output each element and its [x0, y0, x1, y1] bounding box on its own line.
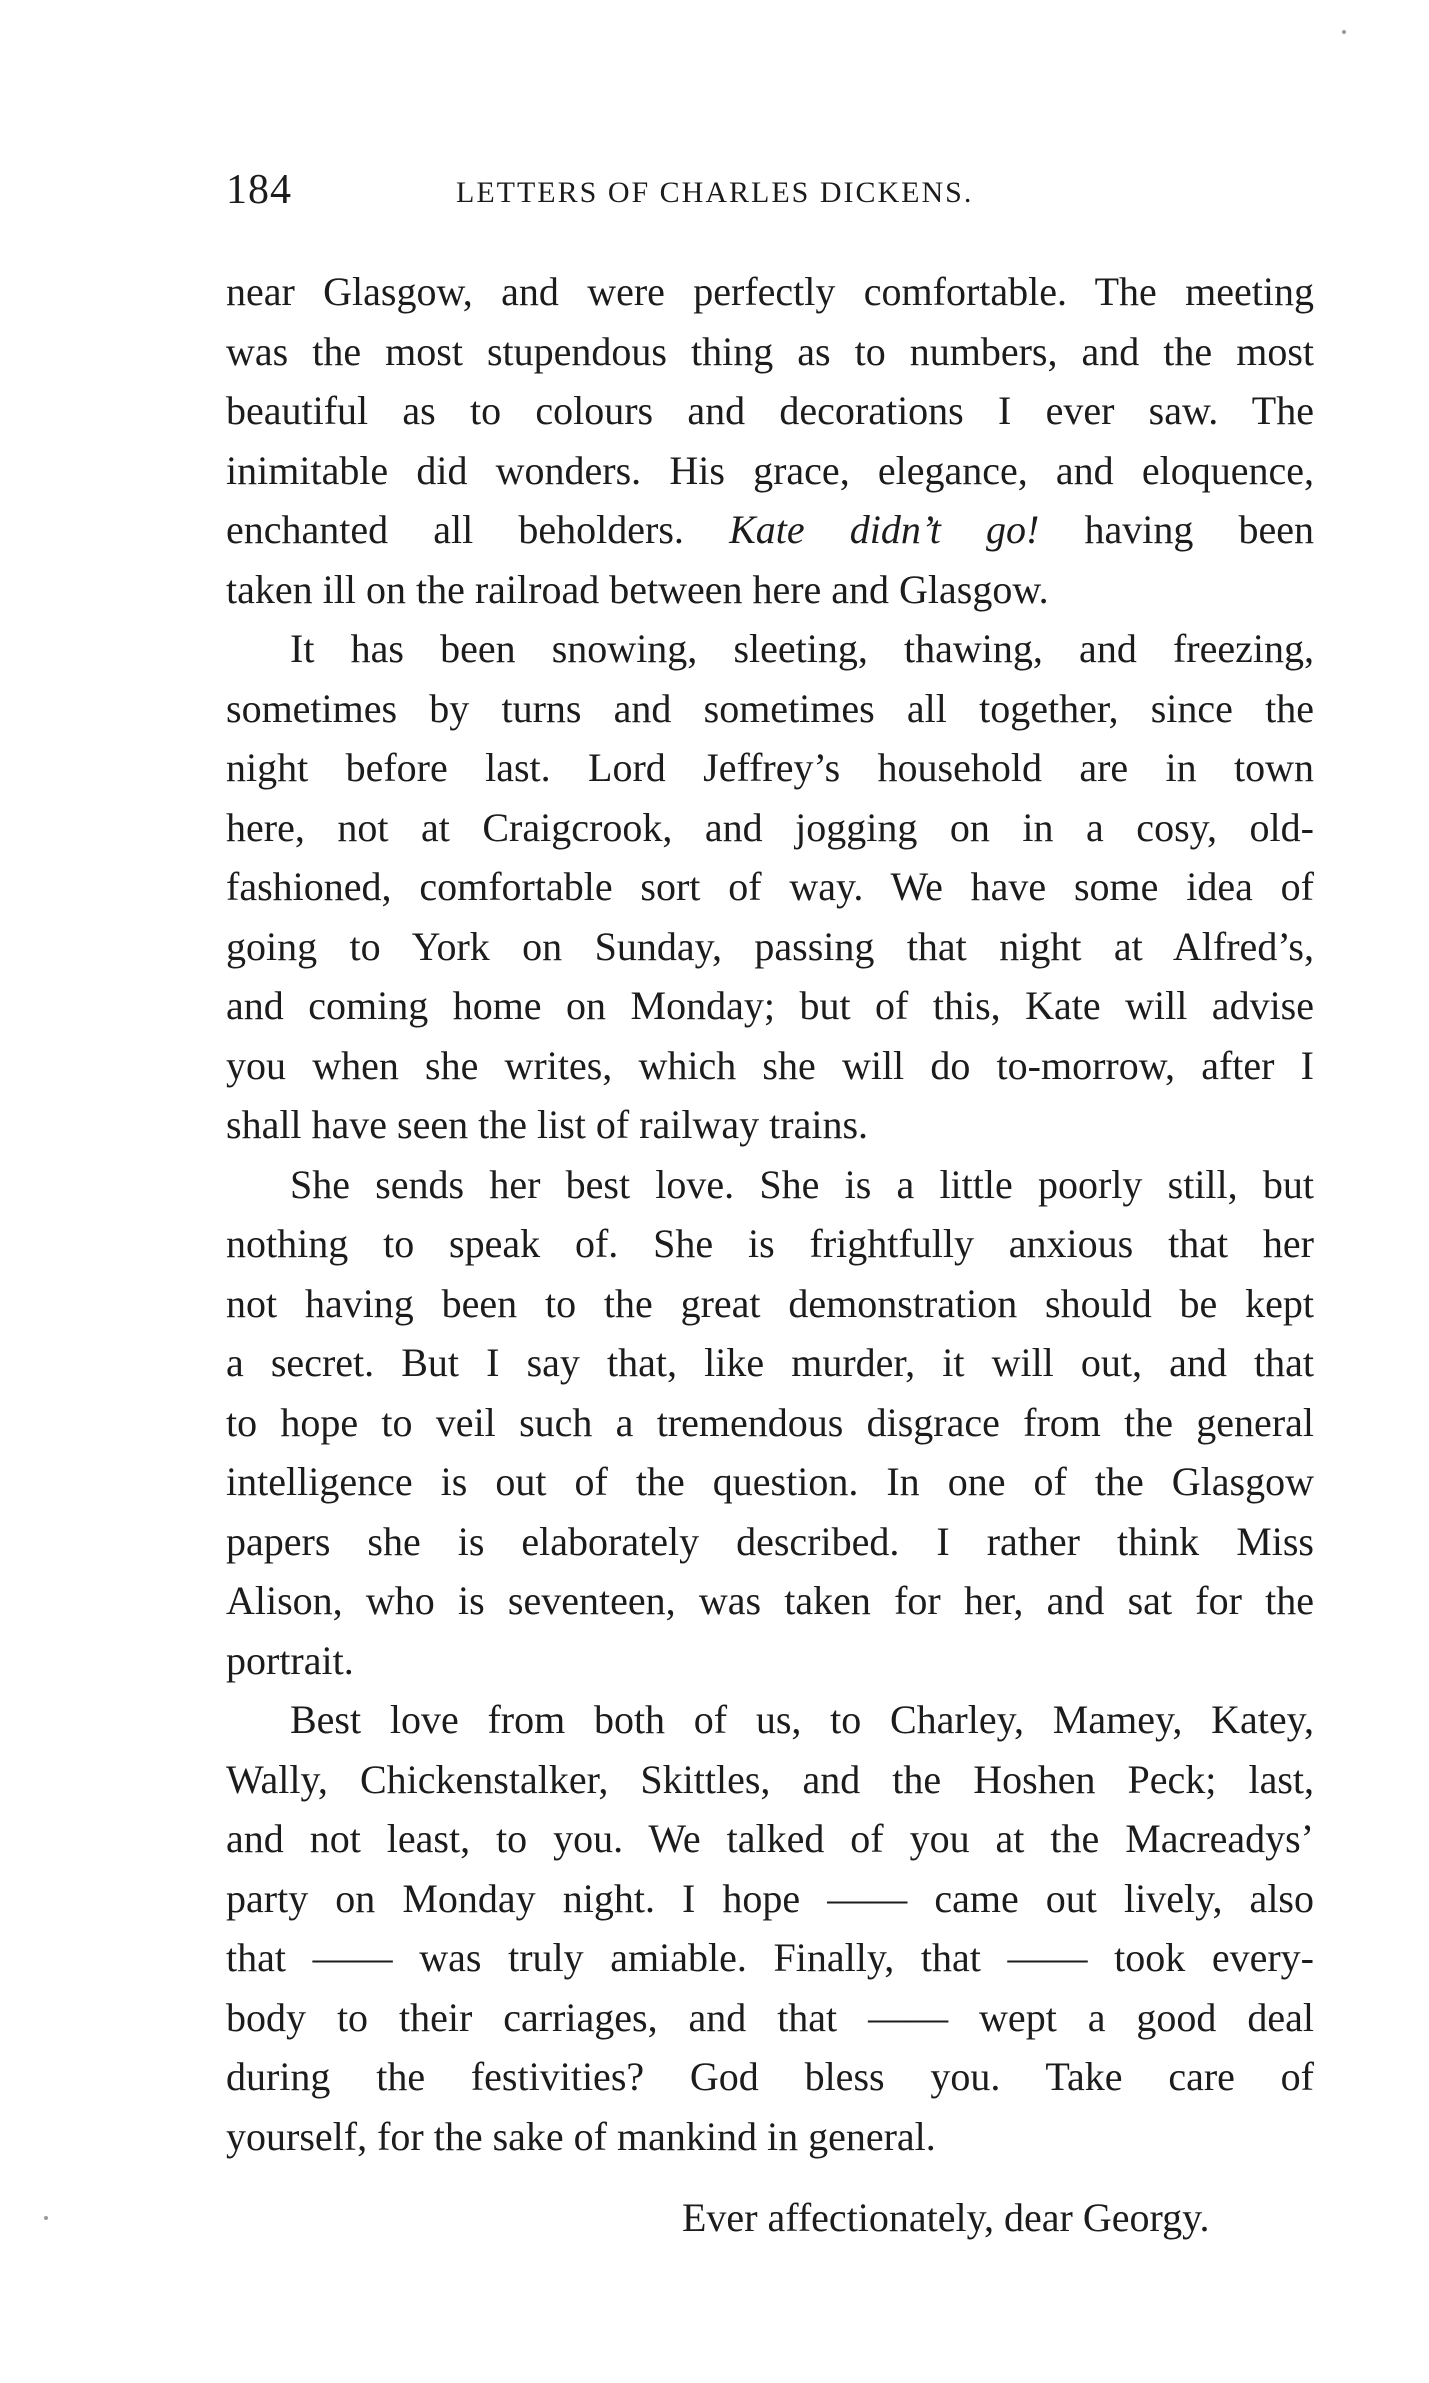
paper-speck: [1342, 30, 1346, 34]
letter-body: [226, 262, 1314, 2166]
text-line: and not least, to you. We talked of you at the Macreadys’: [226, 1816, 1314, 1861]
page-number: 184: [226, 167, 292, 213]
text-line: inimitable did wonders. His grace, elegance, and eloquence,: [226, 447, 1314, 493]
text-run: having been: [1039, 507, 1315, 552]
text-run: enchanted all beholders.: [226, 507, 730, 552]
page-header: [226, 166, 1266, 216]
text-line: a secret. But I say that, like murder, it will out, and that: [226, 1340, 1314, 1385]
text-line: near Glasgow, and were perfectly comfortable. The meeting: [226, 269, 1314, 314]
text-line: here, not at Craigcrook, and jogging on in a cosy, old-: [226, 804, 1314, 850]
running-head: LETTERS OF CHARLES DICKENS.: [456, 176, 974, 209]
text-line: and coming home on Monday; but of this, Kate will advise: [226, 983, 1314, 1028]
text-line: sometimes by turns and sometimes all together, since the: [226, 685, 1314, 731]
text-line: going to York on Sunday, passing that night at Alfred’s,: [226, 923, 1314, 969]
text-line: party on Monday night. I hope —— came out lively, also: [226, 1875, 1314, 1921]
text-line-with-italic: [226, 500, 1314, 560]
text-line: you when she writes, which she will do to-morrow, after I: [226, 1042, 1314, 1088]
paragraph-start-line: It has been snowing, sleeting, thawing, and freezing,: [290, 626, 1314, 671]
text-line: was the most stupendous thing as to numbers, and the most: [226, 328, 1314, 374]
text-line: shall have seen the list of railway trains.: [226, 1102, 869, 1147]
text-line: taken ill on the railroad between here and Glasgow.: [226, 566, 1049, 612]
text-line: beautiful as to colours and decorations I ever saw. The: [226, 388, 1314, 433]
paragraph-start-line: She sends her best love. She is a little poorly still, but: [290, 1161, 1314, 1207]
text-line: yourself, for the sake of mankind in general.: [226, 2113, 936, 2159]
text-line: to hope to veil such a tremendous disgrace from the general: [226, 1399, 1314, 1445]
text-line: Alison, who is seventeen, was taken for her, and sat for the: [226, 1578, 1314, 1623]
text-line: body to their carriages, and that —— wept a good deal: [226, 1994, 1314, 2040]
text-line: intelligence is out of the question. In one of the Glasgow: [226, 1459, 1314, 1504]
text-line: not having been to the great demonstration should be kept: [226, 1280, 1314, 1326]
text-line: during the festivities? God bless you. Take care of: [226, 2054, 1314, 2099]
text-line: nothing to speak of. She is frightfully anxious that her: [226, 1221, 1314, 1266]
text-line: Wally, Chickenstalker, Skittles, and the Hoshen Peck; last,: [226, 1756, 1314, 1802]
italic-phrase: Kate didn’t go!: [729, 507, 1040, 552]
paper-speck: [44, 2216, 48, 2220]
paragraph-start-line: Best love from both of us, to Charley, Mamey, Katey,: [290, 1697, 1314, 1742]
text-line: fashioned, comfortable sort of way. We have some idea of: [226, 864, 1314, 909]
text-line: that —— was truly amiable. Finally, that —— took every-: [226, 1935, 1314, 1980]
text-line: portrait.: [226, 1637, 354, 1683]
text-line: papers she is elaborately described. I rather think Miss: [226, 1518, 1314, 1564]
letter-signoff: Ever affectionately, dear Georgy.: [682, 2195, 1210, 2240]
text-line: night before last. Lord Jeffrey’s household are in town: [226, 745, 1314, 790]
